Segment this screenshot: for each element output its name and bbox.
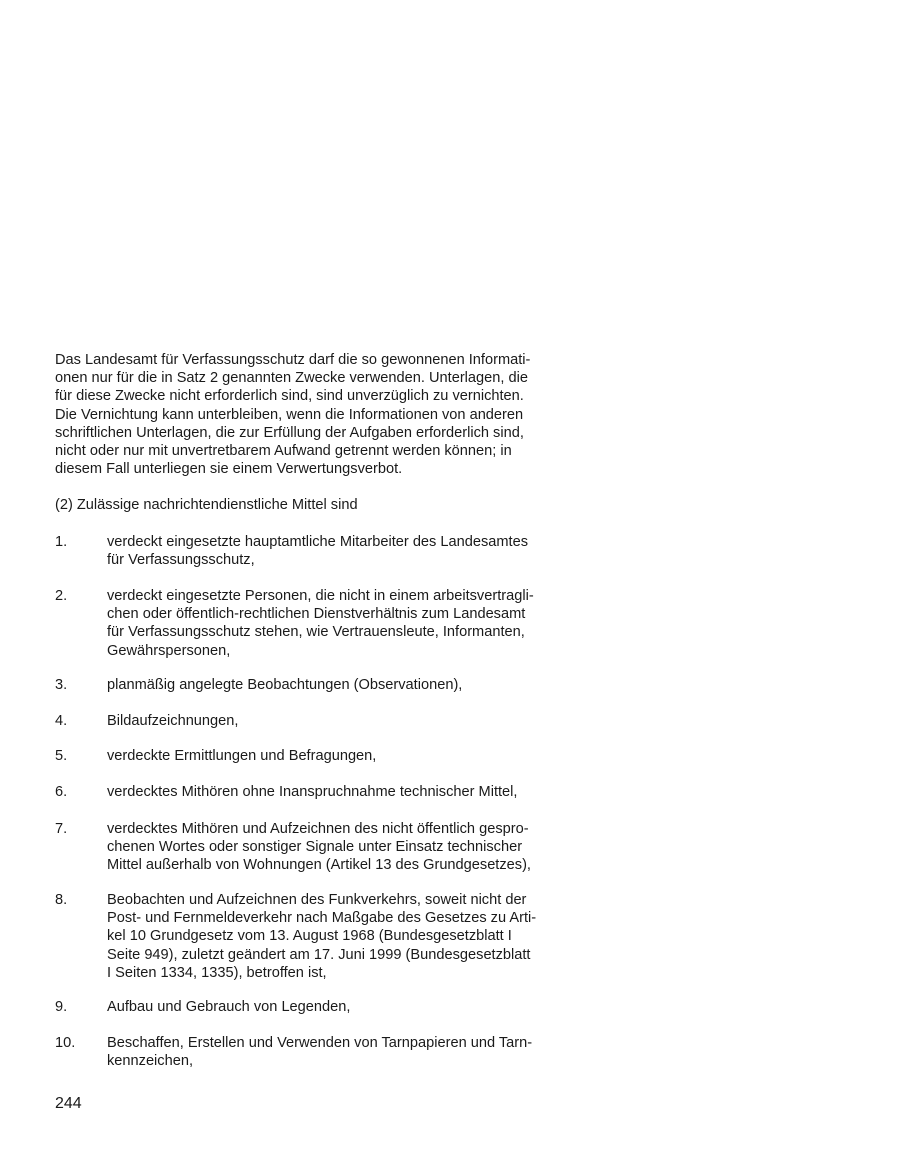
- page-number: 244: [55, 1095, 82, 1112]
- list-item-text: [107, 676, 577, 694]
- text-line: für diese Zwecke nicht erforderlich sind, sind unverzüglich zu vernichten.: [55, 388, 524, 405]
- text-line: Seite 949), zuletzt geändert am 17. Juni 1999 (Bundesgesetzblatt: [107, 946, 531, 963]
- list-item-text: [107, 820, 577, 875]
- text-line: verdecktes Mithören und Aufzeichnen des nicht öffentlich gespro-: [107, 821, 529, 837]
- text-line: verdecktes Mithören ohne Inanspruchnahme technischer Mittel,: [107, 784, 518, 800]
- text-line: Die Vernichtung kann unterbleiben, wenn die Informationen von anderen: [55, 406, 524, 423]
- text-line: planmäßig angelegte Beobachtungen (Observationen),: [107, 677, 463, 693]
- list-item-text: [107, 533, 577, 569]
- section-lead: (2) Zulässige nachrichtendienstliche Mittel sind: [55, 497, 358, 513]
- text-line: verdeckt eingesetzte hauptamtliche Mitarbeiter des Landesamtes: [107, 534, 529, 550]
- text-line: verdeckte Ermittlungen und Befragungen,: [107, 748, 377, 764]
- text-line: Post- und Fernmeldeverkehr nach Maßgabe des Gesetzes zu Arti-: [107, 910, 537, 927]
- text-line: Gewährspersonen,: [107, 642, 231, 659]
- text-line: I Seiten 1334, 1335), betroffen ist,: [107, 964, 327, 981]
- list-item-text: [107, 712, 577, 730]
- text-line: schriftlichen Unterlagen, die zur Erfüllung der Aufgaben erforderlich sind,: [55, 424, 524, 441]
- text-line: verdeckt eingesetzte Personen, die nicht in einem arbeitsvertragli-: [107, 588, 534, 604]
- list-item-number: 8.: [55, 892, 68, 908]
- list-item-text: [107, 998, 577, 1016]
- list-item-text: [107, 1034, 577, 1070]
- list-item-number: 10.: [55, 1035, 76, 1051]
- text-line: kel 10 Grundgesetz vom 13. August 1968 (Bundesgesetzblatt I: [107, 928, 512, 945]
- text-line: für Verfassungsschutz,: [107, 552, 255, 569]
- list-item-number: 3.: [55, 677, 68, 693]
- list-item-text: [107, 783, 577, 801]
- text-line: chenen Wortes oder sonstiger Signale unter Einsatz technischer: [107, 839, 523, 856]
- text-line: Beobachten und Aufzeichnen des Funkverkehrs, soweit nicht der: [107, 892, 527, 908]
- list-item-number: 5.: [55, 748, 68, 764]
- text-line: Aufbau und Gebrauch von Legenden,: [107, 999, 351, 1015]
- text-line: kennzeichen,: [107, 1053, 194, 1070]
- text-line: für Verfassungsschutz stehen, wie Vertrauensleute, Informanten,: [107, 624, 525, 641]
- list-item-text: [107, 587, 577, 660]
- text-line: onen nur für die in Satz 2 genannten Zwecke verwenden. Unterlagen, die: [55, 370, 528, 387]
- list-item-text: [107, 747, 577, 765]
- list-item-number: 9.: [55, 999, 68, 1015]
- text-line: chen oder öffentlich-rechtlichen Dienstverhältnis zum Landesamt: [107, 606, 526, 623]
- text-line: Das Landesamt für Verfassungsschutz darf die so gewonnenen Informati-: [55, 352, 531, 368]
- list-item-number: 2.: [55, 588, 68, 604]
- list-item-number: 7.: [55, 821, 68, 837]
- list-item-number: 6.: [55, 784, 68, 800]
- list-item-number: 4.: [55, 713, 68, 729]
- text-line: nicht oder nur mit unvertretbarem Aufwand getrennt werden können; in: [55, 443, 512, 460]
- intro-paragraph: [55, 351, 575, 478]
- text-line: Mittel außerhalb von Wohnungen (Artikel 13 des Grundgesetzes),: [107, 857, 531, 874]
- list-item-number: 1.: [55, 534, 68, 550]
- text-line: Bildaufzeichnungen,: [107, 713, 239, 729]
- list-item-text: [107, 891, 577, 982]
- text-line: diesem Fall unterliegen sie einem Verwertungsverbot.: [55, 461, 403, 478]
- text-line: Beschaffen, Erstellen und Verwenden von Tarnpapieren und Tarn-: [107, 1035, 533, 1051]
